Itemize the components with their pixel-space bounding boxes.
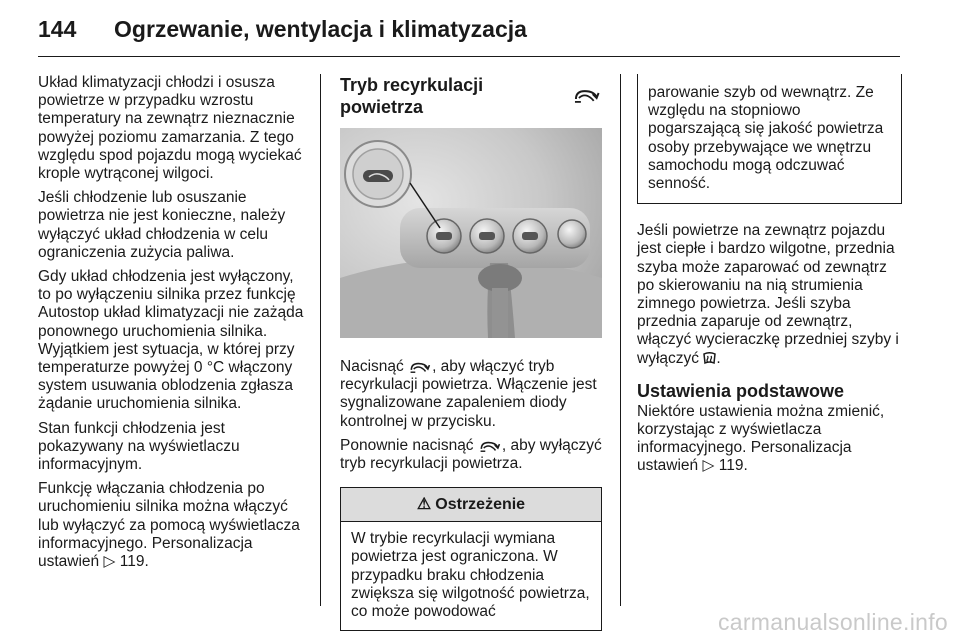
column-divider [620,74,621,606]
recirculation-icon [573,88,601,104]
control-panel-photo [340,128,602,338]
warning-triangle-icon: ⚠ [416,495,432,513]
paragraph: Nacisnąć , aby włączyć tryb recyrkulacji powietrza. Włączenie jest sygnalizowane zapaleniem diody kontrolnej w przycisku. [340,358,597,430]
watermark: carmanualsonline.info [717,609,948,635]
recirculation-icon [409,361,431,374]
column-2 [340,74,602,631]
warning-header: ⚠ Ostrzeżenie [341,488,601,522]
column-divider [320,74,321,606]
page-reference-icon: ▷ [103,553,116,571]
paragraph: Funkcję włączania chłodzenia po uruchomieniu silnika można włączyć lub wyłączyć za pomocą wyświetlacza informacyjnego. Personalizacja ustawień ▷ 119. [38,480,300,571]
header-rule [38,56,900,57]
section-heading: Ustawienia podstawowe [637,380,845,401]
page-reference-link[interactable]: 119. [119,553,149,571]
page-number: 144 [38,16,77,42]
warning-text: W trybie recyrkulacji wymiana powietrza jest ograniczona. W przypadku braku chłodzenia zwiększa się wilgotność powietrza, co może powodować [351,530,590,621]
recirculation-icon [479,440,501,453]
page-reference-icon: ▷ [702,457,715,475]
windscreen-defrost-icon [703,352,716,365]
page-reference-link[interactable]: 119. [718,457,748,475]
paragraph: Stan funkcji chłodzenia jest pokazywany na wyświetlaczu informacyjnym. [38,419,240,474]
section-heading: Tryb recyrkulacji powietrza [340,74,602,118]
page-header [38,16,527,50]
paragraph: Jeśli powietrze na zewnątrz pojazdu jest ciepłe i bardzo wilgotne, przednia szyba może zaparować od zewnątrz po skierowaniu na nią strumienia zimnego powietrza. Jeśli szyba przednia zaparuje od zewnątrz, włączyć wycieraczkę przedniej szyby i wyłączyć . [637,222,899,367]
warning-box-continued: parowanie szyb od wewnątrz. Ze względu na stopniowo pogarszającą się jakość powietrza osoby przebywające we wnętrzu samochodu mogą odczuwać senność. [637,74,902,204]
paragraph: Gdy układ chłodzenia jest wyłączony, to po wyłączeniu silnika przez funkcję Autostop układ klimatyzacji nie zażąda ponownego uruchomienia silnika. Wyjątkiem jest sytuacja, w której przy temperaturze powyżej 0 °C włączony system usuwania oblodzenia zgłasza żądanie uruchomienia silnika. [38,268,304,413]
paragraph: Układ klimatyzacji chłodzi i osusza powietrze w przypadku wzrostu temperatury na zewnątrz nieznacznie powyżej poziomu zamarzania. Z tego względu spod pojazdu mogą wyciekać krople wytrąconej wilgoci. [38,74,302,183]
column-1 [38,74,306,577]
paragraph: Niektóre ustawienia można zmienić, korzystając z wyświetlacza informacyjnego. Personalizacja ustawień ▷ 119. [637,402,885,475]
paragraph: Ponownie nacisnąć , aby wyłączyć tryb recyrkulacji powietrza. [340,436,602,473]
warning-box [340,487,602,631]
page-title: Ogrzewanie, wentylacja i klimatyzacja [114,16,527,42]
paragraph: Jeśli chłodzenie lub osuszanie powietrza nie jest konieczne, należy wyłączyć układ chłodzenia w celu ograniczenia zużycia paliwa. [38,189,286,261]
column-3 [637,74,902,482]
